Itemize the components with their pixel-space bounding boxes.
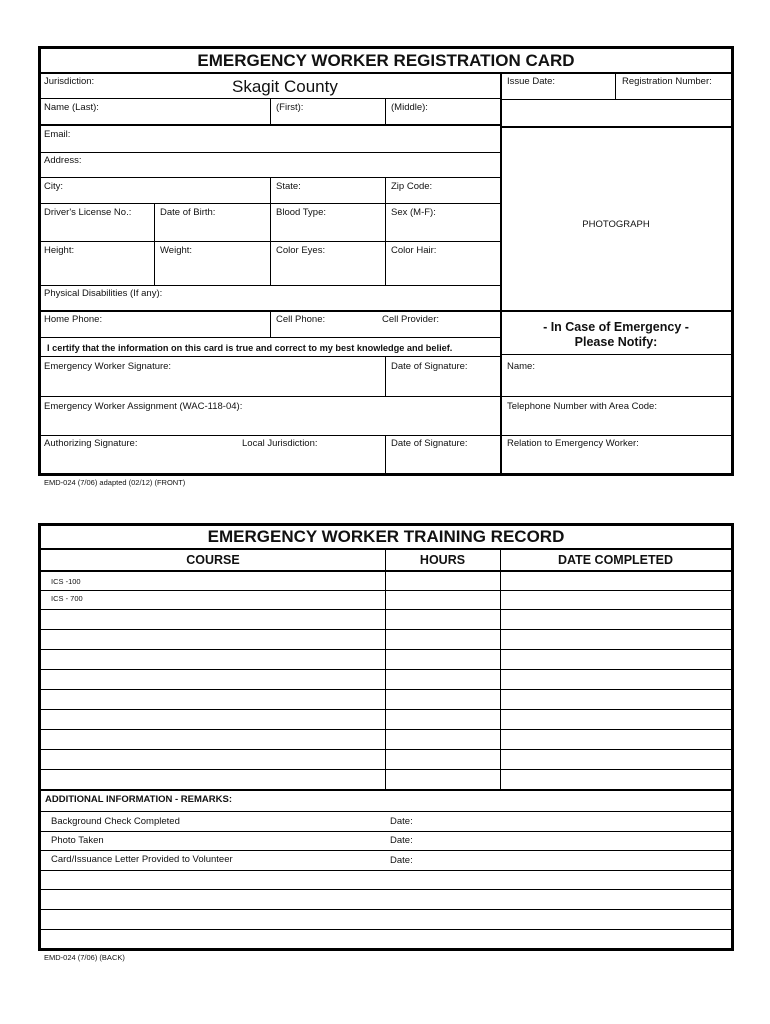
col-date-header: DATE COMPLETED [557, 553, 674, 567]
blood-type-label: Blood Type: [276, 207, 327, 218]
height-label: Height: [44, 245, 75, 256]
authorizing-signature-label: Authorizing Signature: [44, 438, 138, 449]
dob-label: Date of Birth: [160, 207, 216, 218]
training-title: EMERGENCY WORKER TRAINING RECORD [207, 527, 565, 546]
jurisdiction-value[interactable]: Skagit County [232, 77, 338, 96]
emergency-subheading: Please Notify: [574, 335, 658, 349]
local-jurisdiction-label: Local Jurisdiction: [242, 438, 318, 449]
course-row: ICS -100 [51, 577, 81, 586]
signature-label: Emergency Worker Signature: [44, 361, 172, 372]
col-course-header: COURSE [186, 553, 240, 567]
hair-label: Color Hair: [391, 245, 437, 256]
name-first-label: (First): [276, 102, 304, 113]
cell-provider-label: Cell Provider: [382, 314, 440, 325]
remark-item: Photo Taken [51, 835, 104, 846]
name-last-label: Name (Last): [44, 102, 99, 113]
state-label: State: [276, 181, 301, 192]
city-label: City: [44, 181, 63, 192]
photograph-label: PHOTOGRAPH [582, 219, 650, 230]
emergency-heading: - In Case of Emergency - [543, 320, 689, 334]
sex-label: Sex (M-F): [391, 207, 436, 218]
notify-name-label: Name: [507, 361, 535, 372]
remark-item: Background Check Completed [51, 816, 180, 827]
zip-label: Zip Code: [391, 181, 433, 192]
remark-date-label: Date: [390, 816, 413, 827]
disabilities-label: Physical Disabilities (If any): [44, 288, 163, 299]
remark-date-label: Date: [390, 835, 413, 846]
telephone-label: Telephone Number with Area Code: [507, 401, 657, 412]
col-hours-header: HOURS [419, 553, 466, 567]
front-footer: EMD-024 (7/06) adapted (02/12) (FRONT) [44, 478, 186, 487]
date-of-signature-label: Date of Signature: [391, 361, 468, 372]
license-label: Driver's License No.: [44, 207, 132, 218]
address-label: Address: [44, 155, 82, 166]
weight-label: Weight: [160, 245, 193, 256]
remark-item: Card/Issuance Letter Provided to Volunteer [51, 854, 233, 865]
name-middle-label: (Middle): [391, 102, 428, 113]
registration-number-label: Registration Number: [622, 76, 712, 87]
date-of-signature-2-label: Date of Signature: [391, 438, 468, 449]
assignment-label: Emergency Worker Assignment (WAC-118-04): [44, 401, 243, 412]
card-title: EMERGENCY WORKER REGISTRATION CARD [197, 51, 575, 70]
issue-date-label: Issue Date: [507, 76, 556, 87]
back-footer: EMD-024 (7/06) (BACK) [44, 953, 125, 962]
remark-date-label: Date: [390, 855, 413, 866]
jurisdiction-label: Jurisdiction: [44, 76, 95, 87]
training-record [38, 523, 734, 951]
remarks-heading: ADDITIONAL INFORMATION - REMARKS: [45, 794, 232, 805]
certify-statement: I certify that the information on this card is true and correct to my best knowledge and belief. [47, 343, 453, 353]
eyes-label: Color Eyes: [276, 245, 326, 256]
relation-label: Relation to Emergency Worker: [507, 438, 639, 449]
course-row: ICS - 700 [51, 594, 83, 603]
home-phone-label: Home Phone: [44, 314, 103, 325]
email-label: Email: [44, 129, 71, 140]
cell-phone-label: Cell Phone: [276, 314, 326, 325]
